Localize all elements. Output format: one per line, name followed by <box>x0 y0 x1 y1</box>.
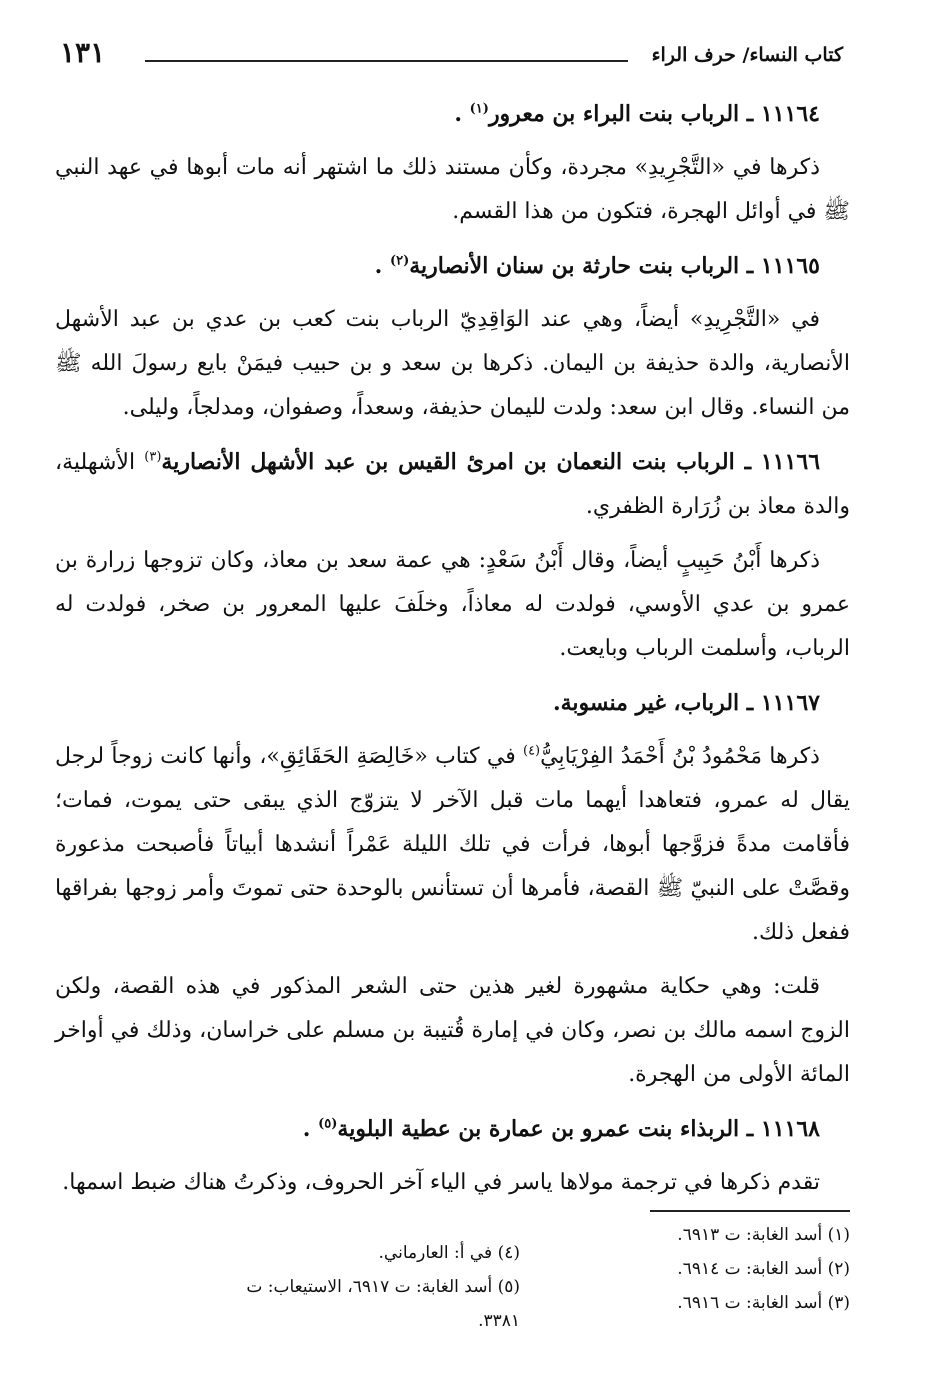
header-rule <box>145 60 628 62</box>
footnote-ref: (٢) <box>389 253 410 269</box>
running-title: كتاب النساء/ حرف الراء <box>651 44 843 66</box>
footnote-ref: (٣) <box>144 449 162 465</box>
entry-title: ١١١٦٥ ـ الرباب بنت حارثة بن سنان الأنصارية <box>409 253 820 279</box>
footnote-ref: (٤) <box>522 743 541 759</box>
entry-heading-11164: ١١١٦٤ ـ الرباب بنت البراء بن معرور$^{(١)}$ . <box>454 101 820 127</box>
paragraph-rest: في كتاب «خَالِصَةِ الحَقَائِقِ»، وأنها كانت زوجاً لرجل يقال له عمرو، فتعاهدا أيهما مات قبل الآخر لا يتزوّج الذي يبقى حتى يموت، فمات؛ فأقامت مدةً فزوَّجها أبوها، فرأت في تلك الليلة عَمْراً أنشدها أبياتاً فأصبحت مذعورة وقصَّتْ على النبيّ ﷺ القصة، فأمرها أن تستأنس بالوحدة حتى تموتَ وأمر زوجها بفراقها ففعل ذلك. <box>55 744 850 945</box>
footnote-4: (٤) في أ: العارماني. <box>378 1243 520 1263</box>
paragraph: ذكرها في «التَّجْرِيدِ» مجردة، وكأن مستند ذلك ما اشتهر أنه مات أبوها في عهد النبي ﷺ في أوائل الهجرة، فتكون من هذا القسم. <box>55 155 850 224</box>
footnote-rule <box>650 1210 850 1212</box>
page-header <box>60 38 843 78</box>
page-number: ١٣١ <box>60 36 106 69</box>
paragraph: تقدم ذكرها في ترجمة مولاها ياسر في الياء آخر الحروف، وذكرتُ هناك ضبط اسمها. <box>62 1170 820 1195</box>
paragraph: ذكرها أَبْنُ حَبِيبٍ أيضاً، وقال أَبْنُ سَعْدٍ: هي عمة سعد بن معاذ، وكان تزوجها زرارة بن عمرو بن عدي الأوسي، فولدت له معاذاً، وخلَفَ عليها المعرور بن صخر، فولدت له الرباب، وأسلمت الرباب وبايعت. <box>55 548 850 661</box>
footnote-1: (١) أسد الغابة: ت ٦٩١٣. <box>677 1225 850 1245</box>
paragraph <box>55 735 850 955</box>
footnotes-left-column <box>220 1236 520 1338</box>
entry-title: ١١١٦٦ ـ الرباب بنت النعمان بن امرئ القيس بن عبد الأشهل الأنصارية <box>161 449 821 475</box>
footnotes-right-column <box>520 1218 850 1320</box>
entry-heading-11168: ١١١٦٨ ـ الربذاء بنت عمرو بن عمارة بن عطية البلوية$^{(٥)}$ . <box>302 1116 820 1142</box>
entry-title: ١١١٦٨ ـ الربذاء بنت عمرو بن عمارة بن عطية البلوية <box>337 1116 820 1142</box>
footnote-ref: (٥) <box>318 1116 338 1132</box>
footnote-2: (٢) أسد الغابة: ت ٦٩١٤. <box>677 1259 850 1279</box>
entry-heading-11167: ١١١٦٧ ـ الرباب، غير منسوبة. <box>552 690 820 716</box>
paragraph: قلت: وهي حكاية مشهورة لغير هذين حتى الشعر المذكور في هذه القصة، ولكن الزوج اسمه مالك بن نصر، وكان في إمارة قُتيبة بن مسلم على خراسان، وذلك في أواخر المائة الأولى من الهجرة. <box>55 974 850 1087</box>
footnote-5: (٥) أسد الغابة: ت ٦٩١٧، الاستيعاب: ت ٣٣٨١. <box>246 1277 520 1331</box>
entry-subtitle: الأشهلية، والدة معاذ بن زُرَارة الظفري. <box>55 450 850 519</box>
page-body <box>55 92 850 1215</box>
entry-heading-11166 <box>55 440 850 529</box>
entry-title: ١١١٦٤ ـ الرباب بنت البراء بن معرور <box>488 101 820 127</box>
paragraph-start: ذكرها مَحْمُودُ بْنُ أَحْمَدُ الفِرْيَابِيُّ <box>540 744 820 769</box>
entry-heading-11165: ١١١٦٥ ـ الرباب بنت حارثة بن سنان الأنصارية$^{(٢)}$ . <box>374 253 820 279</box>
paragraph: في «التَّجْرِيدِ» أيضاً، وهي عند الوَاقِدِيّ الرباب بنت كعب بن عدي بن عبد الأشهل الأنصارية، والدة حذيفة بن اليمان. ذكرها بن سعد و بن حبيب فيمَنْ بايع رسولَ الله ﷺ من النساء. وقال ابن سعد: ولدت لليمان حذيفة، وسعداً، وصفوان، ومدلجاً، وليلى. <box>55 307 851 420</box>
footnote-ref: (١) <box>469 101 489 117</box>
footnote-3: (٣) أسد الغابة: ت ٦٩١٦. <box>677 1293 850 1313</box>
